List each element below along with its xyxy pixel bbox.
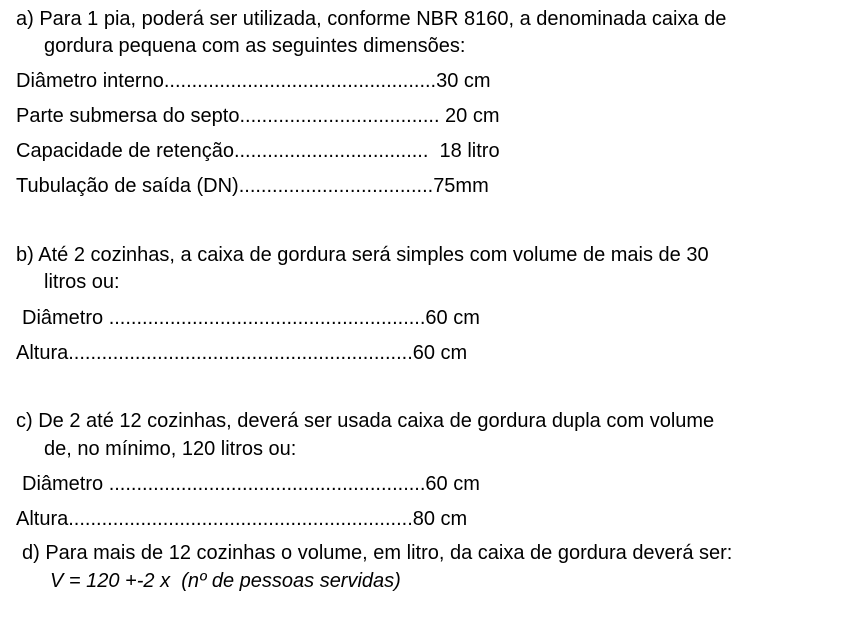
section-a-intro-line2: gordura pequena com as seguintes dimensões:: [44, 35, 466, 57]
section-b-spec-diameter: Diâmetro .........................................................60 cm: [22, 307, 480, 329]
section-c-intro-line2: de, no mínimo, 120 litros ou:: [44, 438, 297, 460]
section-d-intro-line1: d) Para mais de 12 cozinhas o volume, em litro, da caixa de gordura deverá ser:: [22, 542, 733, 564]
section-a-spec-submerged-septum: Parte submersa do septo.................................... 20 cm: [16, 105, 500, 127]
section-b-spec-height: Altura..............................................................60 cm: [16, 342, 468, 364]
section-d-formula: V = 120 +-2 x (nº de pessoas servidas): [50, 570, 401, 592]
section-a-spec-outlet-pipe: Tubulação de saída (DN)...................................75mm: [16, 175, 489, 197]
section-c-intro-line1: c) De 2 até 12 cozinhas, deverá ser usada caixa de gordura dupla com volume: [16, 410, 715, 432]
section-a-spec-internal-diameter: Diâmetro interno.................................................30 cm: [16, 70, 491, 92]
section-b-intro-line1: b) Até 2 cozinhas, a caixa de gordura será simples com volume de mais de 30: [16, 244, 709, 266]
section-c-spec-diameter: Diâmetro .........................................................60 cm: [22, 473, 480, 495]
section-a-intro-line1: a) Para 1 pia, poderá ser utilizada, conforme NBR 8160, a denominada caixa de: [16, 8, 727, 30]
section-a-spec-retention-capacity: Capacidade de retenção................................... 18 litro: [16, 140, 500, 162]
section-c-spec-height: Altura..............................................................80 cm: [16, 508, 468, 530]
section-b-intro-line2: litros ou:: [44, 271, 120, 293]
